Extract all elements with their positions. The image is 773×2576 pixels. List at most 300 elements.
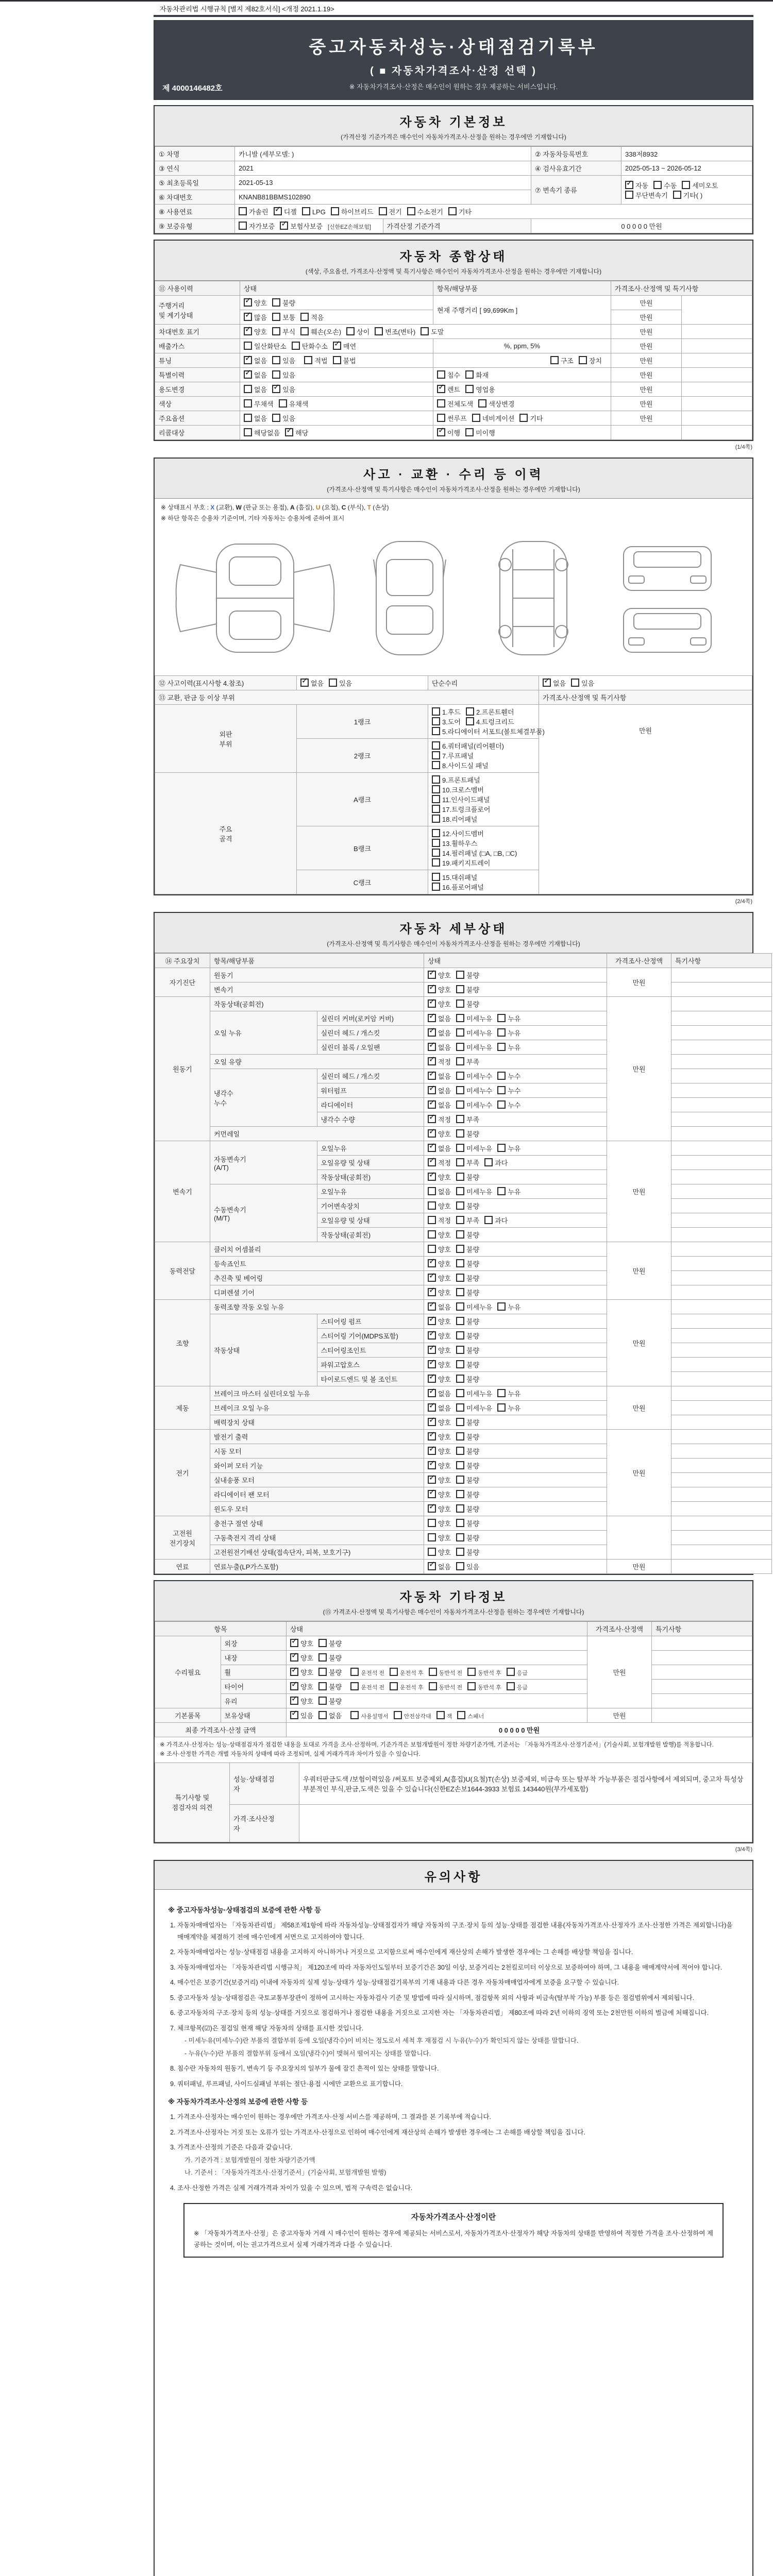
checkbox-etc[interactable]: 불량 <box>318 1653 342 1663</box>
checkbox-box[interactable] <box>300 679 309 687</box>
checkbox-detail[interactable]: 불량 <box>456 1287 479 1297</box>
checkbox-box[interactable] <box>244 342 252 350</box>
checkbox-special-kind[interactable]: 침수 <box>437 370 460 380</box>
checkbox-panel-part[interactable]: 1.후드 <box>432 707 461 717</box>
checkbox-detail[interactable]: ✓ 양호 <box>428 1432 451 1442</box>
checkbox-detail[interactable]: ✓ 양호 <box>428 1475 451 1485</box>
checkbox-etc-extra[interactable]: 응급 <box>507 1682 528 1691</box>
checkbox-detail[interactable]: 불량 <box>456 1461 479 1470</box>
checkbox-box[interactable] <box>456 1403 464 1412</box>
checkbox-box[interactable] <box>272 327 280 335</box>
checkbox-detail[interactable]: 누유 <box>497 1028 520 1038</box>
checkbox-color-change[interactable]: 전체도색 <box>437 399 473 409</box>
checkbox-panel-part[interactable]: 7.루프패널 <box>432 751 474 760</box>
checkbox-box[interactable] <box>519 414 528 422</box>
checkbox-box[interactable] <box>432 717 440 725</box>
checkbox-box[interactable] <box>428 1115 436 1123</box>
checkbox-box[interactable] <box>456 1490 464 1498</box>
checkbox-panel-part[interactable]: 12.사이드멤버 <box>432 828 484 838</box>
checkbox-detail[interactable]: 미세누수 <box>456 1086 492 1095</box>
checkbox-etc[interactable]: 불량 <box>318 1667 342 1677</box>
checkbox-box[interactable] <box>244 327 252 335</box>
checkbox-box[interactable] <box>432 839 440 847</box>
checkbox-box[interactable] <box>571 679 579 687</box>
checkbox-box[interactable] <box>428 1028 436 1037</box>
checkbox-box[interactable] <box>428 1302 436 1311</box>
checkbox-box[interactable] <box>432 883 440 891</box>
checkbox-box[interactable] <box>346 327 355 335</box>
checkbox-detail[interactable]: 불량 <box>456 1331 479 1341</box>
checkbox-color-change[interactable]: 색상변경 <box>478 399 514 409</box>
checkbox-box[interactable] <box>436 1711 445 1719</box>
checkbox-detail[interactable]: 누유 <box>497 1042 520 1052</box>
checkbox-box[interactable] <box>437 414 445 422</box>
checkbox-box[interactable] <box>428 1476 436 1484</box>
checkbox-box[interactable] <box>457 1711 465 1719</box>
checkbox-box[interactable] <box>244 414 252 422</box>
checkbox-etc[interactable]: ✓ 양호 <box>290 1667 313 1677</box>
checkbox-box[interactable] <box>302 207 310 215</box>
checkbox-transmission[interactable]: 수동 <box>653 180 677 190</box>
checkbox-box[interactable] <box>484 1216 493 1224</box>
checkbox-box[interactable] <box>456 1447 464 1455</box>
checkbox-detail[interactable]: 양호 <box>428 1244 451 1254</box>
checkbox-box[interactable] <box>465 385 474 393</box>
checkbox-box[interactable] <box>456 1216 464 1224</box>
checkbox-box[interactable] <box>428 1274 436 1282</box>
checkbox-detail[interactable]: 불량 <box>456 1504 479 1514</box>
checkbox-options-kind[interactable]: 기타 <box>519 413 543 423</box>
checkbox-box[interactable] <box>318 1711 327 1719</box>
checkbox-detail[interactable]: 누유 <box>497 1302 520 1312</box>
checkbox-box[interactable] <box>497 1072 506 1080</box>
checkbox-etc-extra[interactable]: 운전석 전 <box>350 1682 384 1691</box>
checkbox-box[interactable] <box>428 1533 436 1541</box>
checkbox-etc-extra[interactable]: 운전석 전 <box>350 1668 384 1677</box>
checkbox-detail[interactable]: 누수 <box>497 1086 520 1095</box>
checkbox-box[interactable] <box>272 313 280 321</box>
checkbox-box[interactable] <box>272 356 280 364</box>
checkbox-box[interactable] <box>456 1331 464 1340</box>
checkbox-box[interactable] <box>300 327 309 335</box>
checkbox-panel-part[interactable]: 11.인사이드패널 <box>432 794 490 804</box>
checkbox-tuning-legal[interactable]: 불법 <box>333 355 356 365</box>
checkbox-box[interactable] <box>456 1043 464 1051</box>
checkbox-detail[interactable]: 불량 <box>456 1417 479 1427</box>
checkbox-recall-done[interactable]: ✓ 이행 <box>437 428 460 437</box>
checkbox-etc[interactable]: ✓ 양호 <box>290 1682 313 1691</box>
checkbox-detail[interactable]: ✓ 양호 <box>428 1446 451 1456</box>
checkbox-box[interactable] <box>497 1187 506 1195</box>
checkbox-detail[interactable]: 불량 <box>456 1129 479 1139</box>
checkbox-etc[interactable]: 불량 <box>318 1696 342 1706</box>
checkbox-detail[interactable]: 부족 <box>456 1158 479 1167</box>
checkbox-box[interactable] <box>428 1201 436 1210</box>
checkbox-box[interactable] <box>456 1072 464 1080</box>
checkbox-detail[interactable]: 적정 <box>428 1215 451 1225</box>
checkbox-box[interactable] <box>456 1129 464 1138</box>
checkbox-detail[interactable]: 부족 <box>456 1057 479 1066</box>
checkbox-box[interactable] <box>350 1682 359 1690</box>
checkbox-box[interactable] <box>244 313 252 321</box>
checkbox-box[interactable] <box>428 999 436 1008</box>
checkbox-detail[interactable]: 불량 <box>456 1259 479 1268</box>
checkbox-detail[interactable]: ✓ 없음 <box>428 1403 451 1413</box>
checkbox-detail[interactable]: 미세누유 <box>456 1403 492 1413</box>
checkbox-vin-marking[interactable]: 훼손(오손) <box>300 327 341 336</box>
checkbox-usage-change[interactable]: 없음 <box>244 384 267 394</box>
checkbox-detail[interactable]: ✓ 적정 <box>428 1114 451 1124</box>
checkbox-box[interactable] <box>507 1682 515 1690</box>
checkbox-box[interactable] <box>290 1668 298 1676</box>
checkbox-vin-marking[interactable]: 도말 <box>421 327 444 336</box>
checkbox-detail[interactable]: ✓ 양호 <box>428 1129 451 1139</box>
checkbox-etc[interactable]: ✓ 양호 <box>290 1653 313 1663</box>
checkbox-detail[interactable]: 양호 <box>428 1533 451 1543</box>
checkbox-box[interactable] <box>456 1115 464 1123</box>
checkbox-detail[interactable]: ✓ 없음 <box>428 1562 451 1571</box>
checkbox-detail[interactable]: ✓ 양호 <box>428 1489 451 1499</box>
checkbox-panel-part[interactable]: 4.트렁크리드 <box>466 717 514 726</box>
checkbox-box[interactable] <box>290 1682 298 1690</box>
checkbox-detail[interactable]: 누유 <box>497 1143 520 1153</box>
checkbox-box[interactable] <box>244 428 252 436</box>
checkbox-detail[interactable]: 미세누수 <box>456 1071 492 1081</box>
checkbox-detail[interactable]: ✓ 적정 <box>428 1158 451 1167</box>
checkbox-box[interactable] <box>304 356 312 364</box>
checkbox-detail[interactable]: ✓ 없음 <box>428 1071 451 1081</box>
checkbox-accident-history[interactable]: 있음 <box>329 678 352 688</box>
checkbox-detail[interactable]: 양호 <box>428 1518 451 1528</box>
checkbox-box[interactable] <box>428 1144 436 1152</box>
checkbox-detail[interactable]: 미세누유 <box>456 1187 492 1196</box>
checkbox-detail[interactable]: ✓ 양호 <box>428 1273 451 1283</box>
checkbox-detail[interactable]: 양호 <box>428 1230 451 1240</box>
checkbox-transmission[interactable]: ✓자동 <box>625 180 648 190</box>
checkbox-box[interactable] <box>507 1668 515 1676</box>
checkbox-box[interactable] <box>428 1245 436 1253</box>
checkbox-box[interactable] <box>497 1144 506 1152</box>
checkbox-box[interactable] <box>456 1346 464 1354</box>
checkbox-detail[interactable]: ✓ 양호 <box>428 1316 451 1326</box>
checkbox-box[interactable] <box>244 298 252 307</box>
checkbox-box[interactable] <box>428 1346 436 1354</box>
checkbox-etc[interactable]: ✓ 양호 <box>290 1696 313 1706</box>
checkbox-box[interactable] <box>428 1014 436 1022</box>
checkbox-tuning-kind[interactable]: 장치 <box>579 355 602 365</box>
checkbox-box[interactable] <box>272 414 280 422</box>
checkbox-usage-kind[interactable]: ✓ 렌트 <box>437 384 460 394</box>
checkbox-box[interactable] <box>497 1389 506 1397</box>
checkbox-box[interactable] <box>456 1100 464 1109</box>
checkbox-accident-history[interactable]: ✓ 없음 <box>300 678 324 688</box>
checkbox-box[interactable] <box>456 1230 464 1239</box>
checkbox-box[interactable] <box>421 327 429 335</box>
checkbox-box[interactable] <box>428 1317 436 1325</box>
checkbox-box[interactable] <box>456 1389 464 1397</box>
checkbox-panel-part[interactable]: 6.쿼터패널(리어휀더) <box>432 741 504 751</box>
checkbox-detail[interactable]: 양호 <box>428 1547 451 1557</box>
checkbox-detail[interactable]: 불량 <box>456 1446 479 1456</box>
checkbox-tuning[interactable]: ✓ 없음 <box>244 355 267 365</box>
checkbox-detail[interactable]: ✓ 양호 <box>428 1504 451 1514</box>
checkbox-detail[interactable]: 미세누유 <box>456 1388 492 1398</box>
checkbox-detail[interactable]: ✓ 양호 <box>428 985 451 994</box>
checkbox-detail[interactable]: 불량 <box>456 1230 479 1240</box>
checkbox-box[interactable] <box>285 428 293 436</box>
checkbox-box[interactable] <box>467 1668 476 1676</box>
checkbox-mileage-amount[interactable]: ✓많음 <box>244 312 267 322</box>
checkbox-box[interactable] <box>407 207 415 215</box>
checkbox-box[interactable] <box>432 829 440 837</box>
checkbox-detail[interactable]: 과다 <box>484 1158 508 1167</box>
checkbox-fuel[interactable]: LPG <box>302 207 326 216</box>
checkbox-box[interactable] <box>497 1403 506 1412</box>
checkbox-panel-part[interactable]: 14.필러패널 (□A, □B, □C) <box>432 848 517 858</box>
checkbox-box[interactable] <box>428 1173 436 1181</box>
checkbox-box[interactable] <box>290 1697 298 1705</box>
checkbox-box[interactable] <box>432 741 440 750</box>
checkbox-fuel[interactable]: 전기 <box>379 207 402 216</box>
checkbox-box[interactable] <box>456 1519 464 1527</box>
checkbox-etc[interactable]: ✓ 양호 <box>290 1638 313 1648</box>
checkbox-box[interactable] <box>432 751 440 759</box>
checkbox-detail[interactable]: 누유 <box>497 1187 520 1196</box>
checkbox-box[interactable] <box>428 1360 436 1368</box>
checkbox-box[interactable] <box>428 1375 436 1383</box>
checkbox-mileage-amount[interactable]: 보통 <box>272 312 295 322</box>
checkbox-detail[interactable]: ✓ 양호 <box>428 1259 451 1268</box>
checkbox-box[interactable] <box>244 399 252 408</box>
checkbox-box[interactable] <box>292 342 300 350</box>
checkbox-etc-extra[interactable]: 동반석 후 <box>467 1682 501 1691</box>
checkbox-box[interactable] <box>428 1100 436 1109</box>
checkbox-color[interactable]: 무채색 <box>244 399 274 409</box>
checkbox-detail[interactable]: 불량 <box>456 1360 479 1369</box>
checkbox-box[interactable] <box>318 1697 327 1705</box>
checkbox-detail[interactable]: 불량 <box>456 999 479 1009</box>
checkbox-detail[interactable]: ✓ 양호 <box>428 970 451 980</box>
checkbox-panel-part[interactable]: 9.프론트패널 <box>432 775 480 785</box>
checkbox-box[interactable] <box>428 971 436 979</box>
checkbox-panel-part[interactable]: 8.사이드실 패널 <box>432 760 489 770</box>
checkbox-box[interactable] <box>432 761 440 769</box>
checkbox-box[interactable] <box>279 399 287 408</box>
checkbox-detail[interactable]: 불량 <box>456 1374 479 1384</box>
checkbox-box[interactable] <box>497 1028 506 1037</box>
checkbox-box[interactable] <box>318 1653 327 1662</box>
checkbox-detail[interactable]: 누유 <box>497 1403 520 1413</box>
checkbox-box[interactable] <box>272 385 280 393</box>
checkbox-detail[interactable]: ✓ 양호 <box>428 1331 451 1341</box>
checkbox-box[interactable] <box>448 207 457 215</box>
checkbox-detail[interactable]: ✓ 없음 <box>428 1028 451 1038</box>
checkbox-box[interactable] <box>456 1476 464 1484</box>
checkbox-simple-repair[interactable]: 있음 <box>571 678 594 688</box>
checkbox-box[interactable] <box>428 1129 436 1138</box>
checkbox-box[interactable] <box>543 679 551 687</box>
checkbox-box[interactable] <box>428 1548 436 1556</box>
checkbox-transmission[interactable]: 세미오토 <box>682 180 718 190</box>
checkbox-options-kind[interactable]: 네비게이션 <box>472 413 515 423</box>
checkbox-box[interactable] <box>484 1158 493 1166</box>
checkbox-panel-part[interactable]: 2.프론트휀더 <box>466 707 514 717</box>
checkbox-box[interactable] <box>466 707 474 716</box>
checkbox-box[interactable] <box>429 1682 437 1690</box>
checkbox-box[interactable] <box>428 985 436 993</box>
checkbox-box[interactable] <box>318 1682 327 1690</box>
checkbox-etc-extra[interactable]: 동반석 전 <box>429 1682 463 1691</box>
checkbox-box[interactable] <box>428 1504 436 1513</box>
checkbox-box[interactable] <box>625 181 633 189</box>
checkbox-detail[interactable]: 부족 <box>456 1215 479 1225</box>
checkbox-box[interactable] <box>428 1490 436 1498</box>
checkbox-box[interactable] <box>673 191 681 199</box>
checkbox-special[interactable]: 있음 <box>272 370 295 380</box>
checkbox-vin-marking[interactable]: 변조(변타) <box>375 327 415 336</box>
checkbox-usage-kind[interactable]: 영업용 <box>465 384 495 394</box>
checkbox-box[interactable] <box>272 370 280 379</box>
checkbox-box[interactable] <box>472 414 480 422</box>
checkbox-detail[interactable]: ✓ 없음 <box>428 1143 451 1153</box>
checkbox-panel-part[interactable]: 3.도어 <box>432 717 461 726</box>
checkbox-detail[interactable]: 미세누유 <box>456 1042 492 1052</box>
checkbox-box[interactable] <box>432 795 440 803</box>
checkbox-fuel[interactable]: 하이브리드 <box>331 207 374 216</box>
checkbox-detail[interactable]: ✓ 없음 <box>428 1388 451 1398</box>
checkbox-etc[interactable]: 불량 <box>318 1638 342 1648</box>
checkbox-box[interactable] <box>428 1187 436 1195</box>
checkbox-box[interactable] <box>466 717 474 725</box>
checkbox-box[interactable] <box>437 399 445 408</box>
checkbox-detail[interactable]: ✓ 양호 <box>428 1360 451 1369</box>
checkbox-box[interactable] <box>437 370 445 379</box>
checkbox-box[interactable] <box>653 181 662 189</box>
checkbox-etc-extra[interactable]: 운전석 후 <box>390 1668 424 1677</box>
checkbox-emission[interactable]: 탄화수소 <box>292 341 328 351</box>
checkbox-box[interactable] <box>390 1682 398 1690</box>
checkbox-detail[interactable]: 없음 <box>428 1187 451 1196</box>
checkbox-detail[interactable]: 불량 <box>456 1432 479 1442</box>
checkbox-box[interactable] <box>456 971 464 979</box>
checkbox-etc-extra[interactable]: 사용설명서 <box>350 1711 388 1720</box>
checkbox-box[interactable] <box>456 1461 464 1469</box>
checkbox-box[interactable] <box>456 1504 464 1513</box>
checkbox-box[interactable] <box>456 1548 464 1556</box>
checkbox-box[interactable] <box>456 999 464 1008</box>
checkbox-box[interactable] <box>290 1711 298 1719</box>
checkbox-box[interactable] <box>456 1533 464 1541</box>
checkbox-box[interactable] <box>456 1028 464 1037</box>
checkbox-options[interactable]: 없음 <box>244 413 267 423</box>
checkbox-detail[interactable]: 불량 <box>456 1475 479 1485</box>
checkbox-detail[interactable]: 누수 <box>497 1071 520 1081</box>
checkbox-fuel[interactable]: 수소전기 <box>407 207 443 216</box>
checkbox-options-kind[interactable]: 썬루프 <box>437 413 467 423</box>
checkbox-box[interactable] <box>456 1274 464 1282</box>
checkbox-detail[interactable]: 불량 <box>456 1489 479 1499</box>
checkbox-box[interactable] <box>428 1072 436 1080</box>
checkbox-box[interactable] <box>432 849 440 857</box>
checkbox-detail[interactable]: ✓ 없음 <box>428 1100 451 1110</box>
checkbox-box[interactable] <box>456 1173 464 1181</box>
checkbox-detail[interactable]: ✓ 없음 <box>428 1086 451 1095</box>
checkbox-box[interactable] <box>428 1057 436 1065</box>
checkbox-box[interactable] <box>333 342 341 350</box>
checkbox-detail[interactable]: 불량 <box>456 1201 479 1211</box>
checkbox-box[interactable] <box>456 1014 464 1022</box>
checkbox-box[interactable] <box>432 785 440 793</box>
checkbox-box[interactable] <box>379 207 387 215</box>
checkbox-box[interactable] <box>456 1360 464 1368</box>
checkbox-detail[interactable]: ✓ 양호 <box>428 999 451 1009</box>
checkbox-detail[interactable]: 누유 <box>497 1388 520 1398</box>
checkbox-box[interactable] <box>456 1144 464 1152</box>
checkbox-transmission[interactable]: 기타( ) <box>673 190 702 200</box>
checkbox-recall[interactable]: ✓ 해당 <box>285 428 308 437</box>
checkbox-color[interactable]: 유채색 <box>279 399 309 409</box>
checkbox-box[interactable] <box>239 222 247 230</box>
checkbox-detail[interactable]: 불량 <box>456 985 479 994</box>
checkbox-box[interactable] <box>428 1043 436 1051</box>
checkbox-panel-part[interactable]: 5.라디에이터 서포트(볼트체결부품) <box>432 726 545 736</box>
checkbox-box[interactable] <box>244 370 252 379</box>
checkbox-panel-part[interactable]: 13.휠하우스 <box>432 838 477 848</box>
checkbox-etc-extra[interactable]: 동반석 후 <box>467 1668 501 1677</box>
checkbox-mileage[interactable]: ✓양호 <box>244 298 267 308</box>
checkbox-box[interactable] <box>350 1711 359 1719</box>
checkbox-detail[interactable]: ✓ 양호 <box>428 1461 451 1470</box>
checkbox-etc[interactable]: ✓ 있음 <box>290 1710 313 1720</box>
checkbox-box[interactable] <box>432 805 440 813</box>
checkbox-box[interactable] <box>244 356 252 364</box>
checkbox-detail[interactable]: 불량 <box>456 1345 479 1355</box>
checkbox-box[interactable] <box>456 1201 464 1210</box>
checkbox-box[interactable] <box>497 1086 506 1094</box>
checkbox-box[interactable] <box>497 1302 506 1311</box>
checkbox-box[interactable] <box>456 1288 464 1296</box>
checkbox-tuning[interactable]: 있음 <box>272 355 295 365</box>
checkbox-mileage-amount[interactable]: 적음 <box>300 312 324 322</box>
checkbox-vin-marking[interactable]: ✓ 양호 <box>244 327 267 336</box>
checkbox-recall[interactable]: 해당없음 <box>244 428 280 437</box>
checkbox-box[interactable] <box>456 1375 464 1383</box>
checkbox-options[interactable]: 있음 <box>272 413 295 423</box>
checkbox-panel-part[interactable]: 17.트렁크플로어 <box>432 804 490 814</box>
checkbox-box[interactable] <box>329 679 337 687</box>
checkbox-tuning-kind[interactable]: 구조 <box>550 355 574 365</box>
checkbox-detail[interactable]: 미세누수 <box>456 1100 492 1110</box>
checkbox-detail[interactable]: 불량 <box>456 1273 479 1283</box>
checkbox-detail[interactable]: 불량 <box>456 1172 479 1182</box>
checkbox-panel-part[interactable]: 19.패키지트레이 <box>432 858 490 868</box>
checkbox-box[interactable] <box>465 428 474 436</box>
checkbox-box[interactable] <box>290 1639 298 1647</box>
checkbox-panel-part[interactable]: 10.크로스멤버 <box>432 785 484 794</box>
checkbox-fuel[interactable]: 기타 <box>448 207 472 216</box>
checkbox-box[interactable] <box>428 1418 436 1426</box>
checkbox-detail[interactable]: 양호 <box>428 1201 451 1211</box>
checkbox-detail[interactable]: 불량 <box>456 1533 479 1543</box>
checkbox-usage-change[interactable]: ✓ 있음 <box>272 384 295 394</box>
checkbox-detail[interactable]: 과다 <box>484 1215 508 1225</box>
checkbox-box[interactable] <box>390 1668 398 1676</box>
checkbox-box[interactable] <box>456 1245 464 1253</box>
checkbox-box[interactable] <box>428 1461 436 1469</box>
checkbox-box[interactable] <box>428 1331 436 1340</box>
checkbox-box[interactable] <box>280 222 288 230</box>
checkbox-box[interactable] <box>428 1403 436 1412</box>
